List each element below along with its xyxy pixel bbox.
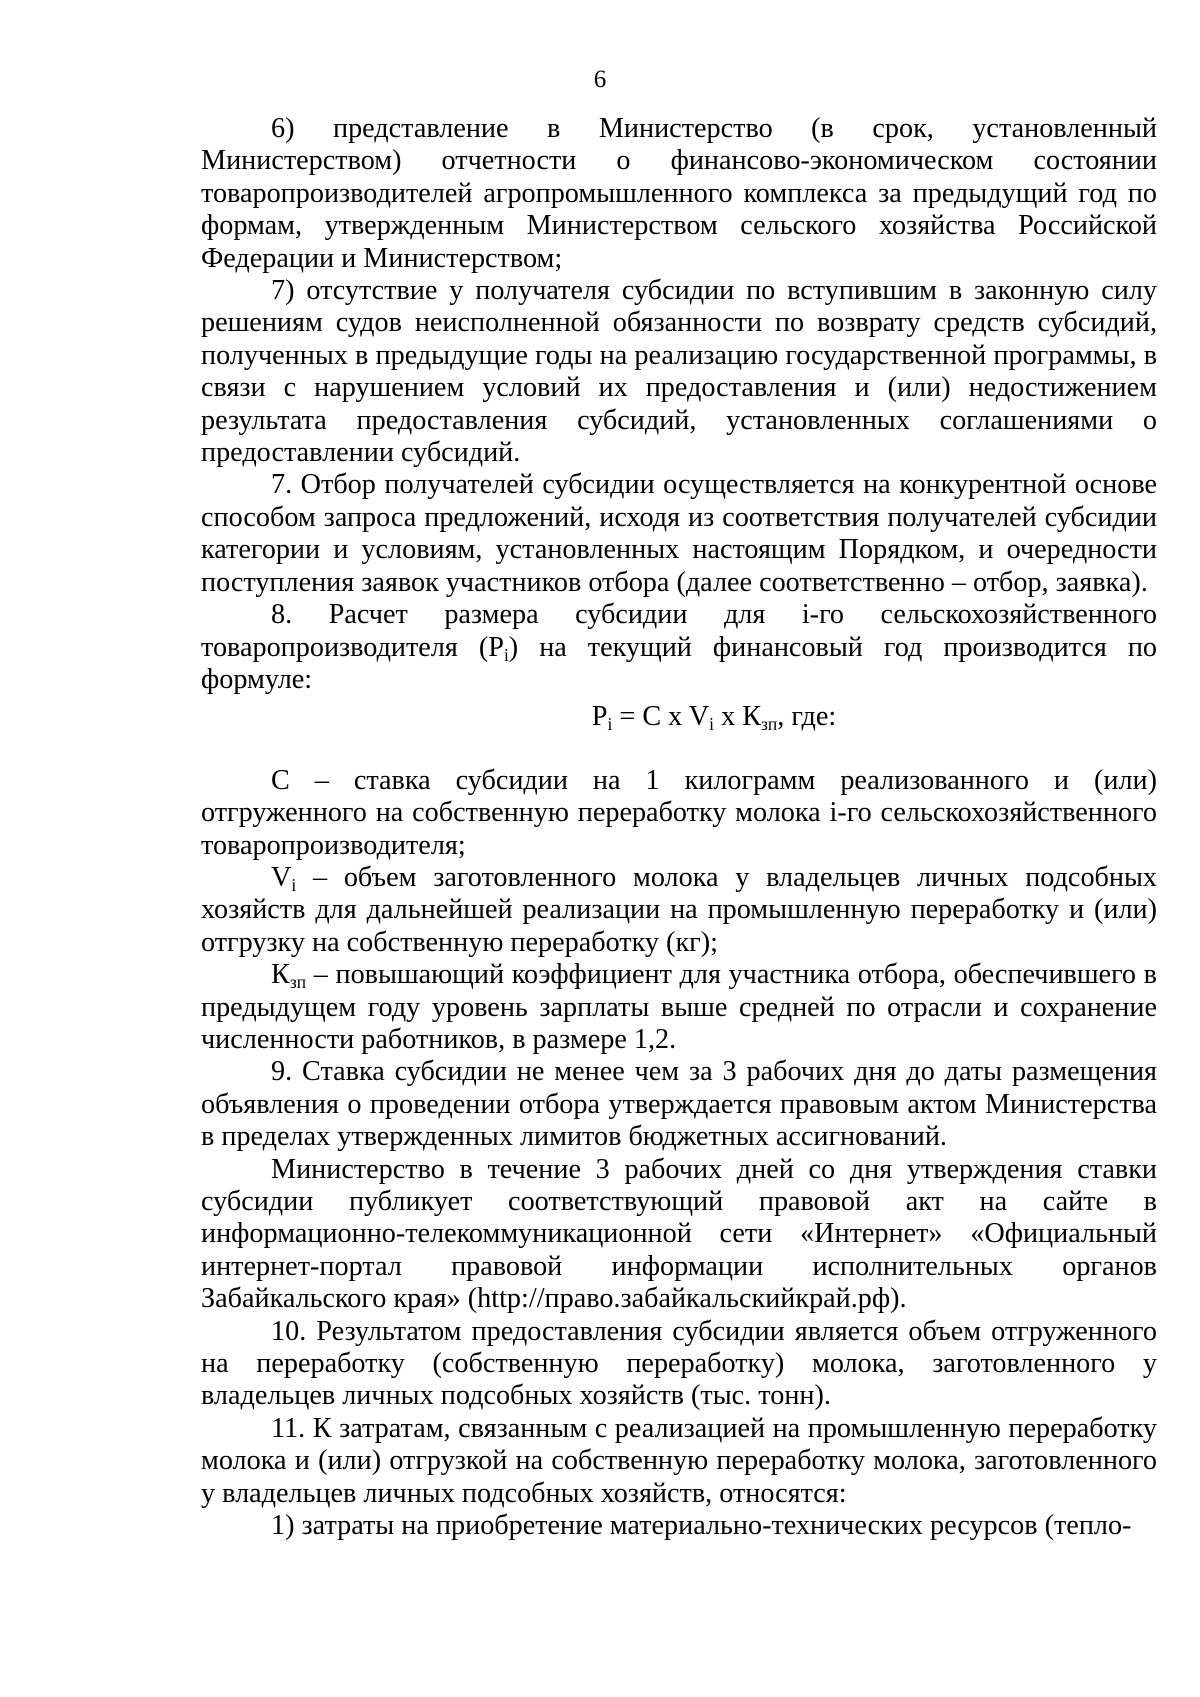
ministry-publication: Министерство в течение 3 рабочих дней со дня утверждения ставки субсидии публикует соответствующий правовой акт на сайте в информационно-телекоммуникационной сети «Интернет» «Официальный интернет-портал правовой информации исполнительных органов Забайкальского края» (http://право.забайкальскийкрай.рф).: [201, 1153, 1157, 1315]
definition-k: [201, 959, 1157, 1056]
formula-eq: = C x V: [612, 701, 710, 733]
item-11-subitem-1: 1) затраты на приобретение материально-технических ресурсов (тепло-: [271, 1510, 1132, 1542]
item-9-rate: 9. Ставка субсидии не менее чем за 3 рабочих дня до даты размещения объявления о проведении отбора утверждается правовым актом Министерства в пределах утвержденных лимитов бюджетных ассигнований.: [201, 1056, 1157, 1153]
subsidy-formula: [201, 701, 1157, 733]
item-8-subscript: i: [503, 644, 509, 665]
paragraph-6: 6) представление в Министерство (в срок, установленный Министерством) отчетности о финансово-экономическом состоянии товаропроизводителей агропромышленного комплекса за предыдущий год по формам, утвержденным Министерством сельского хозяйства Российской Федерации и Министерством;: [201, 113, 1157, 274]
definition-v-symbol: V: [271, 861, 292, 893]
item-8-calculation: [201, 599, 1157, 696]
formula-v-subscript: i: [709, 714, 715, 735]
definition-k-subscript: зп: [289, 972, 307, 993]
item-7-selection: 7. Отбор получателей субсидии осуществляется на конкурентной основе способом запроса предложений, исходя из соответствия получателей субсидии категории и условиям, установленных настоящим Порядком, и очередности поступления заявок участников отбора (далее соответственно – отбор, заявка).: [201, 469, 1157, 598]
definition-v: [201, 862, 1157, 959]
definition-c: C – ставка субсидии на 1 килограмм реализованного и (или) отгруженного на собственную переработку молока i-го сельскохозяйственного товаропроизводителя;: [201, 764, 1157, 861]
definition-k-text: – повышающий коэффициент для участника отбора, обеспечившего в предыдущем году уровень зарплаты выше средней по отрасли и сохранение численности работников, в размере 1,2.: [201, 959, 1157, 1055]
definition-v-subscript: i: [291, 874, 297, 895]
definition-v-text: – объем заготовленного молока у владельцев личных подсобных хозяйств для дальнейшей реализации на промышленную переработку и (или) отгрузку на собственную переработку (кг);: [201, 861, 1157, 958]
item-10-result: 10. Результатом предоставления субсидии является объем отгруженного на переработку (собственную переработку) молока, заготовленного у владельцев личных подсобных хозяйств (тыс. тонн).: [201, 1315, 1157, 1412]
item-11-costs: 11. К затратам, связанным с реализацией на промышленную переработку молока и (или) отгрузкой на собственную переработку молока, заготовленного у владельцев личных подсобных хозяйств, относятся:: [201, 1412, 1157, 1509]
formula-k-subscript: зп: [761, 714, 778, 735]
document-body: [201, 113, 1157, 1542]
formula-tail: , где:: [777, 701, 837, 733]
paragraph-7: 7) отсутствие у получателя субсидии по вступившим в законную силу решениям судов неисполненной обязанности по возврату средств субсидий, полученных в предыдущие годы на реализацию государственной программы, в связи с нарушением условий их предоставления и (или) недостижением результата предоставления субсидий, установленных соглашениями о предоставлении субсидий.: [201, 275, 1157, 469]
definition-k-symbol: К: [271, 959, 290, 991]
item-8-text-after: ) на текущий финансовый год производится по формуле:: [201, 631, 1158, 695]
page-number: 6: [593, 66, 607, 93]
item-8-text-before: 8. Расчет размера субсидии для i-го сельскохозяйственного товаропроизводителя (P: [201, 599, 1157, 663]
formula-p-subscript: i: [607, 714, 613, 735]
formula-x: x К: [714, 701, 762, 733]
formula-p: P: [591, 701, 608, 733]
